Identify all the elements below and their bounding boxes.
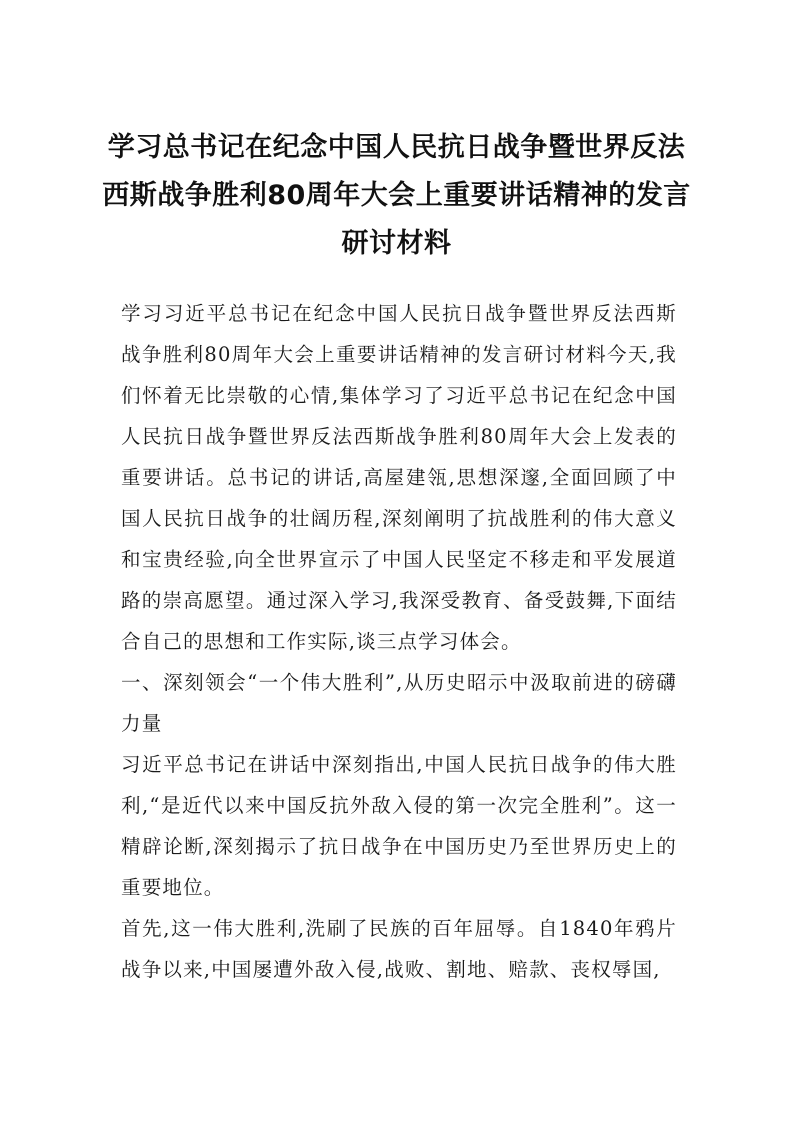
paragraph-first-point: 首先,这一伟大胜利,洗刷了民族的百年屈辱。自1840年鸦片战争以来,中国屡遭外敌入侵,战败、割地、赔款、丧权辱国, xyxy=(121,917,677,981)
document-title: 学习总书记在纪念中国人民抗日战争暨世界反法西斯战争胜利80周年大会上重要讲话精神的发言研讨材料 xyxy=(102,132,691,259)
paragraph-intro: 学习习近平总书记在纪念中国人民抗日战争暨世界反法西斯战争胜利80周年大会上重要讲话精神的发言研讨材料今天,我们怀着无比崇敬的心情,集体学习了习近平总书记在纪念中国人民抗日战争暨世界反法西斯战争胜利80周年大会上发表的重要讲话。总书记的讲话,高屋建瓴,思想深邃,全面回顾了中国人民抗日战争的壮阔历程,深刻阐明了抗战胜利的伟大意义和宝贵经验,向全世界宣示了中国人民坚定不移走和平发展道路的崇高愿望。通过深入学习,我深受教育、备受鼓舞,下面结合自己的思想和工作实际,谈三点学习体会。 xyxy=(121,302,677,653)
document-body xyxy=(121,293,677,990)
paragraph-section-1: 习近平总书记在讲话中深刻指出,中国人民抗日战争的伟大胜利,“是近代以来中国反抗外敌入侵的第一次完全胜利”。这一精辟论断,深刻揭示了抗日战争在中国历史乃至世界历史上的重要地位。 xyxy=(121,753,677,899)
section-heading-1: 一、深刻领会“一个伟大胜利”,从历史昭示中汲取前进的磅礴力量 xyxy=(121,671,677,735)
